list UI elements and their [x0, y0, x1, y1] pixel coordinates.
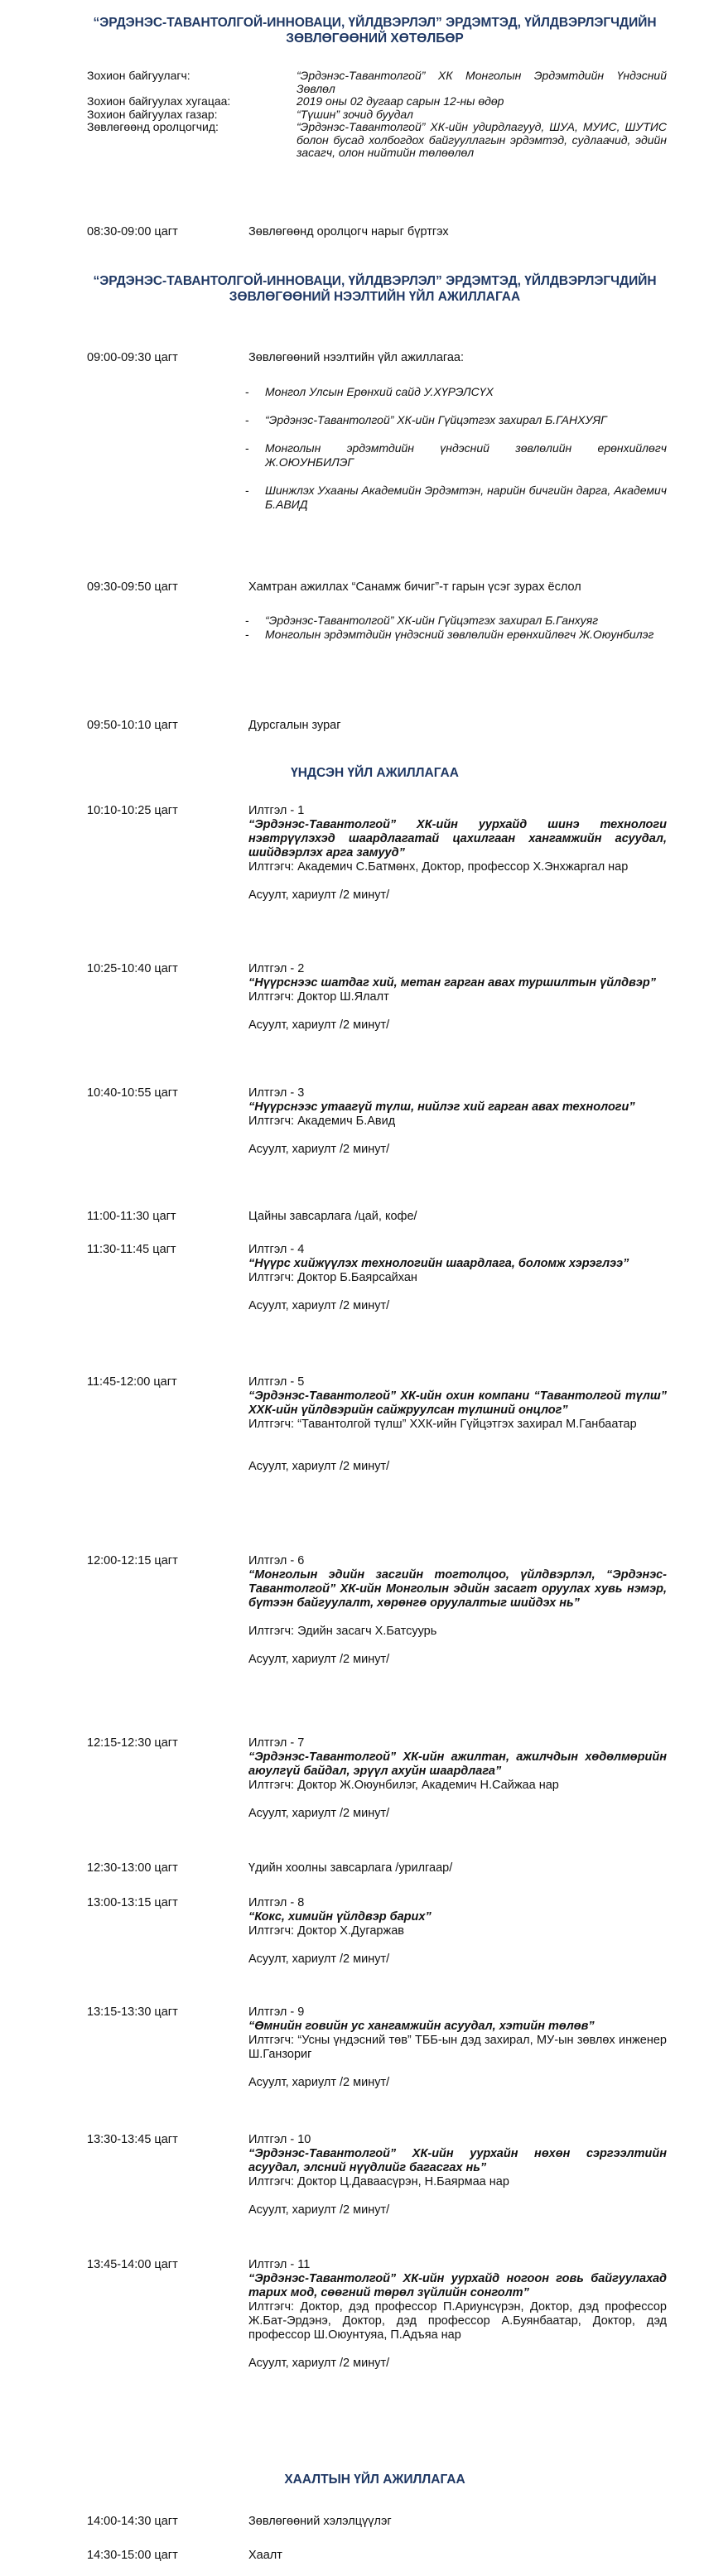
talk-row	[87, 1243, 667, 1313]
talk-speaker: Илтгэгч: Доктор Ц.Даваасүрэн, Н.Баярмаа нар	[248, 2175, 509, 2188]
session-time: 10:40-10:55 цагт	[87, 1086, 178, 1100]
talk-title: “Эрдэнэс-Тавантолгой” ХК-ийн уурхайд ногоон говь байгуулахад тарих мод, сөөгний төрөл зүйлийн сонголт”	[248, 2272, 667, 2299]
talk-speaker: Илтгэгч: Доктор, дэд профессор П.Ариунсүрэн, Доктор, дэд профессор Ж.Бат-Эрдэнэ, Доктор, дэд профессор А.Буянбаатар, Доктор, дэд профессор Ш.Оюунтуяа, П.Адъяа нар	[248, 2300, 667, 2342]
talk-row	[87, 2133, 667, 2217]
talk-row	[87, 1736, 667, 1821]
talk-qa: Асуулт, хариулт /2 минут/	[248, 1952, 390, 1966]
session-time: 11:30-11:45 цагт	[87, 1243, 176, 1256]
event-info	[87, 70, 667, 160]
talk-speaker: Илтгэгч: Академич Б.Авид	[248, 1115, 396, 1128]
talk-number: Илтгэл - 3	[248, 1086, 305, 1100]
talk-title: “Эрдэнэс-Тавантолгой” ХК-ийн уурхайн нөхөн сэргээлтийн асуудал, элсний нүүдлийг багасгах нь”	[248, 2147, 667, 2174]
talk-content	[248, 1896, 667, 1967]
talk-speaker: Илтгэгч: “Усны үндэсний төв” ТББ-ын дэд захирал, МУ-ын зөвлөх инженер Ш.Ганзориг	[248, 2034, 667, 2061]
info-value: “Түшин” зочид буудал	[297, 107, 413, 121]
talk-content	[248, 2133, 667, 2217]
talk-qa: Асуулт, хариулт /2 минут/	[248, 1143, 390, 1156]
session-time: 13:15-13:30 цагт	[87, 2005, 178, 2019]
session-text: Дурсгалын зураг	[248, 719, 341, 732]
talk-title: “Монголын эдийн засгийн тогтолцоо, үйлдвэрлэл, “Эрдэнэс-Тавантолгой” ХК-ийн Монголын эдийн засагт оруулах хувь нэмэр, бүтээн байгуулалт, хөрөнгө оруулалтыг шийдэх нь”	[248, 1568, 667, 1610]
list-item-text: “Эрдэнэс-Тавантолгой” ХК-ийн Гүйцэтгэх захирал Б.Ганхуяг	[265, 614, 599, 627]
talk-qa: Асуулт, хариулт /2 минут/	[248, 2357, 390, 2370]
list-item-text: Шинжлэх Ухааны Академийн Эрдэмтэн, нарийн бичгийн дарга, Академич Б.АВИД	[265, 484, 667, 511]
talk-content	[248, 1243, 667, 1313]
list-item-text: Монгол Улсын Ерөнхий сайд У.ХҮРЭЛСҮХ	[265, 385, 494, 398]
session-time: 09:50-10:10 цагт	[87, 719, 178, 732]
talk-row	[87, 1086, 667, 1157]
list-item	[245, 441, 667, 469]
talk-speaker: Илтгэгч: Доктор Х.Дугаржав	[248, 1924, 404, 1938]
talk-row	[87, 1554, 667, 1667]
talk-number: Илтгэл - 8	[248, 1896, 305, 1909]
talk-qa: Асуулт, хариулт /2 минут/	[248, 1807, 390, 1820]
talk-qa: Асуулт, хариулт /2 минут/	[248, 2203, 390, 2217]
talk-number: Илтгэл - 5	[248, 1375, 305, 1389]
info-label: Зөвлөгөөнд оролцогчид:	[87, 120, 219, 133]
list-item	[245, 614, 667, 628]
session-time: 14:30-15:00 цагт	[87, 2549, 178, 2562]
dash-marker: -	[245, 413, 249, 426]
list-item	[245, 413, 667, 427]
session-time: 11:00-11:30 цагт	[87, 1210, 176, 1223]
memorandum-signers	[245, 614, 667, 642]
talk-number: Илтгэл - 2	[248, 962, 305, 975]
talk-title: “Эрдэнэс-Тавантолгой” ХК-ийн уурхайд шинэ технологи нэвтрүүлэхэд шаардлагатай цахилгаан хангамжийн асуудал, шийдвэрлэх арга замууд”	[248, 818, 667, 859]
talk-speaker: Илтгэгч: Эдийн засагч Х.Батсуурь	[248, 1625, 437, 1638]
session-text: Цайны завсарлага /цай, кофе/	[248, 1210, 417, 1223]
talk-content	[248, 804, 667, 903]
talk-speaker: Илтгэгч: Доктор Ж.Оюунбилэг, Академич Н.Сайжаа нар	[248, 1779, 559, 1792]
session-text: Хаалт	[248, 2549, 282, 2562]
info-organizer	[87, 70, 667, 95]
list-item	[245, 484, 667, 512]
talk-qa: Асуулт, хариулт /2 минут/	[248, 1299, 390, 1312]
talk-row	[87, 2258, 667, 2371]
opening-title: “ЭРДЭНЭС-ТАВАНТОЛГОЙ-ИННОВАЦИ, ҮЙЛДВЭРЛЭЛ” ЭРДЭМТЭД, ҮЙЛДВЭРЛЭГЧДИЙН ЗӨВЛӨГӨӨНИЙ НЭЭЛТИЙН ҮЙЛ АЖИЛЛАГАА	[93, 274, 657, 304]
talk-speaker: Илтгэгч: Академич С.Батмөнх, Доктор, профессор Х.Энхжаргал нар	[248, 860, 629, 874]
talk-number: Илтгэл - 9	[248, 2005, 305, 2019]
talk-content	[248, 962, 667, 1033]
info-value: “Эрдэнэс-Тавантолгой” ХК Монголын Эрдэмтдийн Үндэсний Зөвлөл	[297, 69, 667, 95]
talk-number: Илтгэл - 10	[248, 2133, 311, 2146]
talk-content	[248, 1554, 667, 1667]
talk-number: Илтгэл - 1	[248, 804, 305, 817]
talk-title: “Нүүрснээс утаагүй түлш, нийлэг хий гарган авах технологи”	[248, 1100, 635, 1114]
talk-qa: Асуулт, хариулт /2 минут/	[248, 1460, 390, 1473]
talk-speaker: Илтгэгч: “Тавантолгой түлш” ХХК-ийн Гүйцэтгэх захирал М.Ганбаатар	[248, 1418, 637, 1431]
talk-row	[87, 1375, 667, 1474]
session-text: Үдийн хоолны завсарлага /урилгаар/	[248, 1861, 453, 1875]
session-time: 12:30-13:00 цагт	[87, 1861, 178, 1875]
talk-speaker: Илтгэгч: Доктор Б.Баярсайхан	[248, 1271, 417, 1284]
session-text: Зөвлөгөөний хэлэлцүүлэг	[248, 2515, 392, 2528]
info-venue	[87, 108, 667, 122]
info-participants	[87, 121, 667, 160]
talk-row	[87, 2005, 667, 2090]
session-time: 12:00-12:15 цагт	[87, 1554, 178, 1567]
list-item-text: “Эрдэнэс-Тавантолгой” ХК-ийн Гүйцэтгэх захирал Б.ГАНХУЯГ	[265, 413, 607, 426]
talk-content	[248, 2005, 667, 2090]
opening-row	[87, 351, 667, 365]
talk-title: “Эрдэнэс-Тавантолгой” ХК-ийн охин компани “Тавантолгой түлш” ХХК-ийн үйлдвэрийн сайжруулсан түлшний онцлог”	[248, 1389, 667, 1417]
session-time: 13:30-13:45 цагт	[87, 2133, 178, 2146]
info-label: Зохион байгуулагч:	[87, 69, 190, 82]
talk-title: “Кокс, химийн үйлдвэр барих”	[248, 1910, 432, 1924]
list-item-text: Монголын эрдэмтдийн үндэсний зөвлөлийн ерөнхийлөгч Ж.ОЮУНБИЛЭГ	[265, 441, 667, 469]
session-text: Хамтран ажиллах “Санамж бичиг”-т гарын үсэг зурах ёслол	[248, 580, 581, 594]
session-time: 13:00-13:15 цагт	[87, 1896, 178, 1909]
session-text: Зөвлөгөөнд оролцогч нарыг бүртгэх	[248, 225, 449, 238]
session-time: 11:45-12:00 цагт	[87, 1375, 177, 1389]
talk-number: Илтгэл - 6	[248, 1554, 305, 1567]
closing-row	[87, 2515, 667, 2529]
talk-qa: Асуулт, хариулт /2 минут/	[248, 2076, 390, 2089]
talk-row	[87, 962, 667, 1033]
info-date	[87, 95, 667, 108]
talk-qa: Асуулт, хариулт /2 минут/	[248, 1018, 390, 1032]
dash-marker: -	[245, 614, 249, 627]
list-item	[245, 628, 667, 642]
session-time: 13:45-14:00 цагт	[87, 2258, 178, 2271]
session-time: 09:00-09:30 цагт	[87, 351, 178, 364]
talk-row	[87, 804, 667, 903]
closing-row	[87, 2549, 667, 2563]
talk-speaker: Илтгэгч: Доктор Ш.Ялалт	[248, 990, 389, 1004]
session-time: 14:00-14:30 цагт	[87, 2515, 178, 2528]
talk-row	[87, 1896, 667, 1967]
talk-number: Илтгэл - 7	[248, 1736, 305, 1750]
dash-marker: -	[245, 385, 249, 398]
tea-break-row	[87, 1210, 667, 1224]
talk-title: “Нүүрснээс шатдаг хий, метан гарган авах туршилтын үйлдвэр”	[248, 976, 656, 989]
session-time: 12:15-12:30 цагт	[87, 1736, 178, 1750]
talk-content	[248, 2258, 667, 2371]
list-item-text: Монголын эрдэмтдийн үндэсний зөвлөлийн ерөнхийлөгч Ж.Оюунбилэг	[265, 628, 654, 641]
info-label: Зохион байгуулах газар:	[87, 107, 218, 121]
session-time: 10:25-10:40 цагт	[87, 962, 178, 975]
talk-number: Илтгэл - 4	[248, 1243, 305, 1256]
talk-title: “Нүүрс хийжүүлэх технологийн шаардлага, боломж хэрэглээ”	[248, 1257, 629, 1270]
talk-qa: Асуулт, хариулт /2 минут/	[248, 888, 390, 902]
session-time: 09:30-09:50 цагт	[87, 580, 178, 594]
talk-content	[248, 1375, 667, 1474]
dash-marker: -	[245, 441, 249, 455]
memorandum-row	[87, 580, 667, 595]
session-time: 08:30-09:00 цагт	[87, 225, 178, 238]
info-value: “Эрдэнэс-Тавантолгой” ХК-ийн удирдлагууд, ШУА, МУИС, ШУТИС болон бусад холбогдох байгууллагын эрдэмтэд, судлаачид, эдийн засагч, олон нийтийн төлөөлөл	[297, 120, 667, 159]
talk-title: “Эрдэнэс-Тавантолгой” ХК-ийн ажилтан, ажилчдын хөдөлмөрийн аюулгүй байдал, эрүүл ахуйн шаардлага”	[248, 1750, 667, 1778]
talk-content	[248, 1086, 667, 1157]
talk-qa: Асуулт, хариулт /2 минут/	[248, 1653, 390, 1666]
session-text: Зөвлөгөөний нээлтийн үйл ажиллагаа:	[248, 351, 465, 364]
photo-row	[87, 719, 667, 733]
list-item	[245, 385, 667, 399]
dash-marker: -	[245, 628, 249, 641]
opening-speakers	[245, 385, 667, 526]
talk-number: Илтгэл - 11	[248, 2258, 311, 2271]
talk-title: “Өмнийн говийн ус хангамжийн асуудал, хэтийн төлөв”	[248, 2020, 595, 2033]
talk-content	[248, 1736, 667, 1821]
main-title: ҮНДСЭН ҮЙЛ АЖИЛЛАГАА	[291, 766, 459, 780]
program-title: “ЭРДЭНЭС-ТАВАНТОЛГОЙ-ИННОВАЦИ, ҮЙЛДВЭРЛЭЛ” ЭРДЭМТЭД, ҮЙЛДВЭРЛЭГЧДИЙН ЗӨВЛӨГӨӨНИЙ ХӨТӨЛБӨР	[93, 16, 657, 46]
closing-title: ХААЛТЫН ҮЙЛ АЖИЛЛАГАА	[284, 2472, 465, 2487]
info-label: Зохион байгуулах хугацаа:	[87, 94, 231, 108]
lunch-row	[87, 1861, 667, 1875]
registration-row	[87, 225, 667, 239]
info-value: 2019 оны 02 дугаар сарын 12-ны өдөр	[297, 94, 504, 108]
dash-marker: -	[245, 484, 249, 497]
session-time: 10:10-10:25 цагт	[87, 804, 178, 817]
